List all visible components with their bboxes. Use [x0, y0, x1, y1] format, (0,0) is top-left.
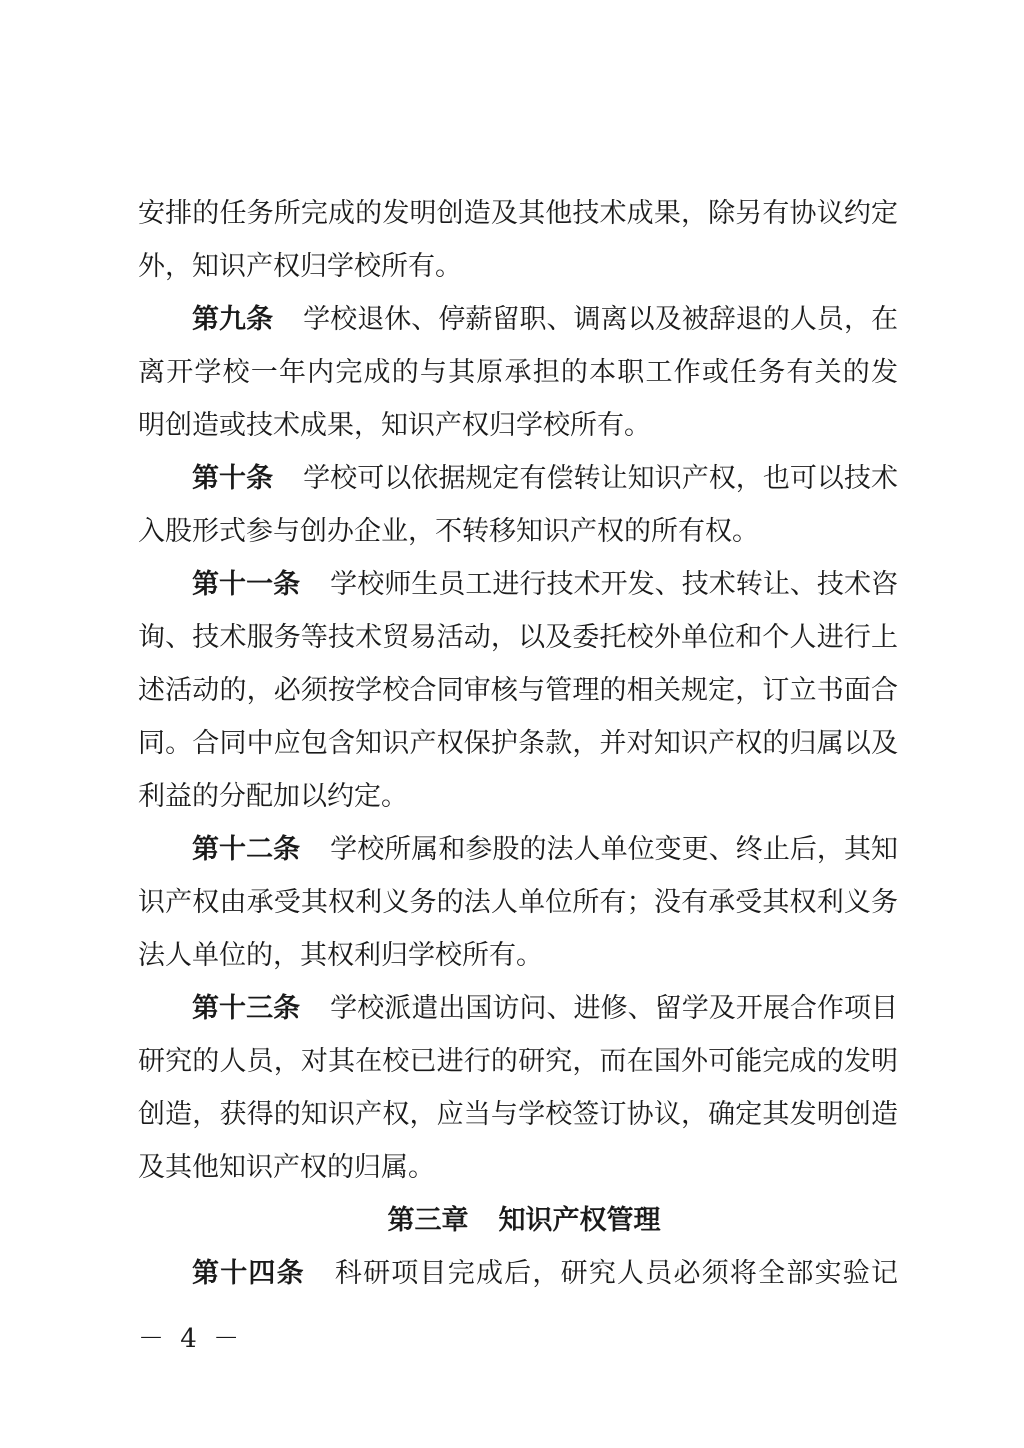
text-segment: 学校所属和参股的法人单位变更、终止后，其知 [330, 834, 898, 865]
text-line: 离开学校一年内完成的与其原承担的本职工作或任务有关的发 [138, 357, 898, 388]
chapter-number: 第三章 [387, 1205, 469, 1236]
text-line: 外，知识产权归学校所有。 [138, 251, 462, 282]
text-line: 及其他知识产权的归属。 [138, 1152, 435, 1183]
chapter-title: 知识产权管理 [498, 1205, 661, 1236]
text-segment: 学校师生员工进行技术开发、技术转让、技术咨 [330, 569, 898, 600]
text-line: 同。合同中应包含知识产权保护条款，并对知识产权的归属以及 [138, 728, 898, 759]
text-segment: 科研项目完成后，研究人员必须将全部实验记 [334, 1258, 898, 1289]
article-12-line [138, 823, 898, 876]
text-segment: 学校退休、停薪留职、调离以及被辞退的人员，在 [303, 304, 898, 335]
text-line: 利益的分配加以约定。 [138, 781, 408, 812]
article-11-label: 第十一条 [192, 569, 301, 600]
text-segment: 学校派遣出国访问、进修、留学及开展合作项目 [330, 993, 898, 1024]
article-13-line [138, 982, 898, 1035]
article-14-line [138, 1247, 898, 1300]
text-line: 安排的任务所完成的发明创造及其他技术成果，除另有协议约定 [138, 198, 898, 229]
page-number: － 4 － [138, 1324, 244, 1354]
article-14-label: 第十四条 [192, 1258, 305, 1289]
article-11-line [138, 558, 898, 611]
text-line: 入股形式参与创办企业，不转移知识产权的所有权。 [138, 516, 759, 547]
text-line: 识产权由承受其权利义务的法人单位所有；没有承受其权利义务 [138, 887, 898, 918]
text-line: 询、技术服务等技术贸易活动，以及委托校外单位和个人进行上 [138, 622, 898, 653]
text-line: 创造，获得的知识产权，应当与学校签订协议，确定其发明创造 [138, 1099, 898, 1130]
text-line: 研究的人员，对其在校已进行的研究，而在国外可能完成的发明 [138, 1046, 898, 1077]
article-13-label: 第十三条 [192, 993, 301, 1024]
text-segment: 学校可以依据规定有偿转让知识产权，也可以技术 [303, 463, 898, 494]
article-10-label: 第十条 [192, 463, 274, 494]
text-line: 述活动的，必须按学校合同审核与管理的相关规定，订立书面合 [138, 675, 898, 706]
text-line: 法人单位的，其权利归学校所有。 [138, 940, 543, 971]
article-9-line [138, 293, 898, 346]
article-12-label: 第十二条 [192, 834, 301, 865]
chapter-heading [138, 1194, 898, 1247]
article-10-line [138, 452, 898, 505]
document-body [138, 187, 898, 1300]
text-line: 明创造或技术成果，知识产权归学校所有。 [138, 410, 651, 441]
article-9-label: 第九条 [192, 304, 274, 335]
